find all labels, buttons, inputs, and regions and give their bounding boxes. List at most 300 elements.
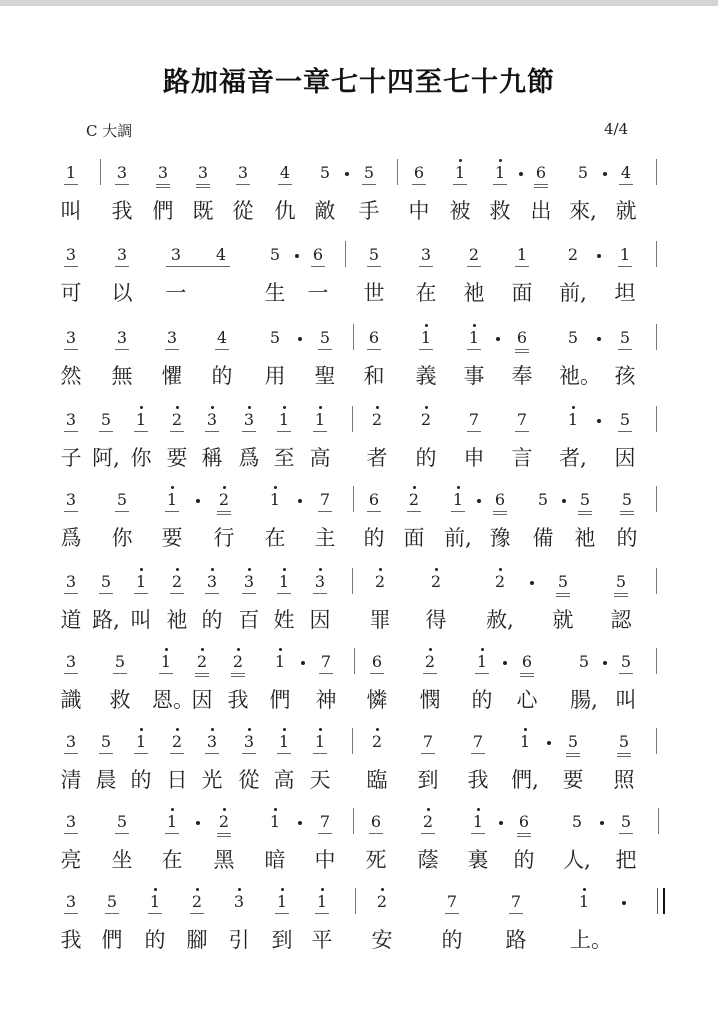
note [265,328,285,348]
note [265,812,285,832]
barline [656,241,657,267]
note [575,490,595,510]
barline [658,808,659,834]
note-digit: 2 [371,732,383,751]
augmentation-dot [295,254,299,258]
lyric-char: 稱 [201,446,223,470]
note-digit: 6 [368,490,380,509]
underline-sixteenth [217,514,231,515]
note-digit: 5 [537,490,549,509]
augmentation-dot [547,741,551,745]
note [167,732,187,752]
lyric-char: 孩 [614,364,636,388]
lyrics-row [0,684,718,718]
underline-eighth [64,913,78,914]
barline [656,324,657,350]
underline-eighth [236,184,250,185]
note-digit: 7 [319,490,331,509]
underline-eighth [517,833,531,834]
note [616,652,636,672]
lyric-char: 生 [264,281,286,305]
note-digit: 3 [65,652,77,671]
note-digit: 5 [319,163,331,182]
lyric-char: 引 [228,928,250,952]
underline-eighth [113,673,127,674]
augmentation-dot [603,172,607,176]
underline-eighth [115,511,129,512]
high-octave-dot [201,648,204,651]
note [614,732,634,752]
lyric-char: 言 [511,446,533,470]
lyric-char: 就 [615,199,637,223]
note-digit: 4 [620,163,632,182]
note [96,410,116,430]
note-digit: 5 [269,328,281,347]
lyric-char: 心 [516,688,538,712]
note-digit: 3 [65,328,77,347]
note-digit: 5 [620,812,632,831]
lyric-char: 可 [60,281,82,305]
underline-eighth [421,753,435,754]
note-digit: 2 [371,410,383,429]
note [145,892,165,912]
underline-eighth [451,511,465,512]
lyric-char: 在 [264,526,286,550]
high-octave-dot [274,808,277,811]
note [567,812,587,832]
lyric-char: 者, [559,446,587,470]
lyric-char: 日 [166,768,188,792]
notation-row [0,644,718,678]
note [112,812,132,832]
lyric-char: 叫 [615,688,637,712]
underline-eighth [134,431,148,432]
high-octave-dot [211,406,214,409]
lyric-char: 被 [449,199,471,223]
note-digit: 1 [316,892,328,911]
high-octave-dot [283,406,286,409]
underline-eighth [115,833,129,834]
lyric-char: 認 [610,608,632,632]
note-digit: 5 [269,245,281,264]
note [265,245,285,265]
high-octave-dot [425,406,428,409]
note [112,163,132,183]
underline-eighth [556,593,570,594]
lyrics-row [0,277,718,311]
underline-eighth [115,266,129,267]
note-digit: 2 [567,245,579,264]
lyric-char: 爲 [238,446,260,470]
note-digit: 1 [274,652,286,671]
note-digit: 6 [494,490,506,509]
note [574,652,594,672]
high-octave-dot [223,486,226,489]
barline [353,324,354,350]
lyric-char: 在 [415,281,437,305]
lyric-char: 要 [562,768,584,792]
high-octave-dot [281,888,284,891]
augmentation-dot [562,499,566,503]
notation-row [0,482,718,516]
note-digit: 5 [116,812,128,831]
note [202,732,222,752]
underline-eighth [362,184,376,185]
augmentation-dot [298,337,302,341]
score-system [0,402,718,484]
lyric-char: 因 [191,688,213,712]
note [442,892,462,912]
lyric-char: 把 [615,848,637,872]
final-barline [663,888,665,914]
high-octave-dot [435,568,438,571]
augmentation-dot [622,901,626,905]
lyric-char: 祂 [574,526,596,550]
note-digit: 3 [206,572,218,591]
note [187,892,207,912]
high-octave-dot [140,728,143,731]
lyric-char: 高 [273,768,295,792]
underline-eighth [515,431,529,432]
underline-eighth [277,593,291,594]
note [310,572,330,592]
underline-eighth [475,673,489,674]
high-octave-dot [499,159,502,162]
note [315,163,335,183]
lyrics-row [0,522,718,556]
note [563,245,583,265]
high-octave-dot [274,486,277,489]
note [611,572,631,592]
note [239,732,259,752]
lyric-char: 得 [425,608,447,632]
note-digit: 3 [116,328,128,347]
underline-eighth [217,833,231,834]
note [61,572,81,592]
note [450,163,470,183]
note [131,410,151,430]
note-digit: 2 [374,572,386,591]
lyric-char: 到 [271,928,293,952]
high-octave-dot [211,728,214,731]
lyric-char: 的 [513,848,535,872]
note-digit: 7 [516,410,528,429]
note [464,410,484,430]
lyric-char: 你 [130,446,152,470]
underline-eighth [617,753,631,754]
note-digit: 1 [314,732,326,751]
note-digit: 1 [567,410,579,429]
underline-eighth [105,913,119,914]
augmentation-dot [345,172,349,176]
lyric-char: 面 [403,526,425,550]
high-octave-dot [248,406,251,409]
note [616,812,636,832]
lyric-char: 手 [358,199,380,223]
barline [352,568,353,594]
lyric-char: 祂 [463,281,485,305]
underline-eighth [134,753,148,754]
note [131,572,151,592]
high-octave-dot [279,648,282,651]
note-digit: 1 [278,732,290,751]
underline-eighth [277,431,291,432]
note-digit: 2 [171,572,183,591]
lyric-char: 路 [505,928,527,952]
note [265,490,285,510]
note [366,812,386,832]
high-octave-dot [524,728,527,731]
note [464,245,484,265]
note [490,490,510,510]
note-digit: 2 [232,652,244,671]
lyric-char: 備 [532,526,554,550]
lyric-char: 前, [559,281,587,305]
note [615,328,635,348]
lyric-char: 晨 [95,768,117,792]
note [531,163,551,183]
lyric-char: 暗 [264,848,286,872]
underline-eighth [170,431,184,432]
note-digit: 5 [571,812,583,831]
note [416,245,436,265]
note [367,410,387,430]
lyric-char: 我 [111,199,133,223]
note-digit: 1 [472,812,484,831]
lyric-char: 一 [165,281,187,305]
note-digit: 5 [615,572,627,591]
note-digit: 5 [100,572,112,591]
barline [345,241,346,267]
underline-eighth [159,673,173,674]
high-octave-dot [459,159,462,162]
augmentation-dot [597,254,601,258]
underline-eighth [618,431,632,432]
high-octave-dot [171,808,174,811]
underline-eighth [242,431,256,432]
lyric-char: 的 [144,928,166,952]
underline-eighth [215,349,229,350]
underline-eighth [467,349,481,350]
lyric-char: 安 [371,928,393,952]
lyric-char: 憐 [366,688,388,712]
lyric-char: 的 [441,928,463,952]
note-digit: 5 [114,652,126,671]
note [472,652,492,672]
high-octave-dot [425,324,428,327]
underline-eighth [367,266,381,267]
score-system [0,237,718,319]
high-octave-dot [319,728,322,731]
note [96,572,116,592]
note [274,732,294,752]
lyric-char: 子 [60,446,82,470]
note-digit: 1 [135,410,147,429]
underline-eighth [99,431,113,432]
underline-sixteenth [620,514,634,515]
underline-eighth [515,266,529,267]
underline-sixteenth [614,596,628,597]
high-octave-dot [381,888,384,891]
lyric-char: 我 [467,768,489,792]
note-digit: 6 [535,163,547,182]
lyric-char: 們 [269,688,291,712]
note-digit: 5 [557,572,569,591]
note-digit: 1 [476,652,488,671]
barline [656,728,657,754]
lyric-char: 阿, [92,446,120,470]
underline-sixteenth [217,836,231,837]
augmentation-dot [503,661,507,665]
underline-sixteenth [520,676,534,677]
note-digit: 3 [197,163,209,182]
note-digit: 1 [166,812,178,831]
underline-eighth [370,673,384,674]
note [512,328,532,348]
lyric-char: 照 [613,768,635,792]
note-digit: 5 [368,245,380,264]
note [517,652,537,672]
high-octave-dot [427,808,430,811]
augmentation-dot [530,581,534,585]
lyric-char: 因 [309,608,331,632]
note-digit: 3 [243,572,255,591]
note [166,245,186,265]
lyrics-row [0,360,718,394]
barline [353,808,354,834]
note [416,328,436,348]
underline-eighth [614,593,628,594]
underline-eighth [313,593,327,594]
barline [352,728,353,754]
note [153,163,173,183]
note [202,410,222,430]
note [308,245,328,265]
note-digit: 6 [312,245,324,264]
note [506,892,526,912]
high-octave-dot [319,568,322,571]
note-digit: 3 [233,892,245,911]
lyric-char: 一 [307,281,329,305]
lyric-char: 腳 [186,928,208,952]
note [426,572,446,592]
lyric-char: 我 [60,928,82,952]
note-digit: 1 [578,892,590,911]
lyric-char: 者 [366,446,388,470]
note-digit: 3 [206,410,218,429]
high-octave-dot [473,324,476,327]
underline-sixteenth [578,514,592,515]
lyric-char: 在 [161,848,183,872]
high-octave-dot [379,568,382,571]
lyric-char: 申 [463,446,485,470]
underline-eighth [453,184,467,185]
augmentation-dot [603,661,607,665]
note-digit: 1 [519,732,531,751]
note-digit: 1 [135,572,147,591]
note [61,732,81,752]
note [214,812,234,832]
note [563,732,583,752]
lyric-char: 敵 [314,199,336,223]
augmentation-dot [298,821,302,825]
high-octave-dot [321,888,324,891]
note [61,410,81,430]
lyric-char: 仇 [274,199,296,223]
augmentation-dot [301,661,305,665]
high-octave-dot [176,568,179,571]
lyric-char: 的 [130,768,152,792]
note-digit: 5 [621,490,633,509]
note [61,652,81,672]
notation-row [0,804,718,838]
note [61,892,81,912]
underline-eighth [156,184,170,185]
underline-eighth [369,833,383,834]
note [315,328,335,348]
note [131,732,151,752]
lyric-char: 面 [511,281,533,305]
underline-eighth [311,266,325,267]
lyric-char: 至 [273,446,295,470]
lyric-char: 神 [315,688,337,712]
lyrics-row [0,442,718,476]
note-digit: 3 [170,245,182,264]
lyric-char: 祂 [166,608,188,632]
lyric-char: 從 [232,199,254,223]
note-digit: 6 [521,652,533,671]
note [274,410,294,430]
lyric-char: 世 [363,281,385,305]
lyric-char: 和 [363,364,385,388]
note [468,812,488,832]
note [312,892,332,912]
high-octave-dot [176,728,179,731]
note-digit: 5 [363,163,375,182]
note [615,410,635,430]
lyric-char: 蔭 [417,848,439,872]
note-digit: 1 [468,328,480,347]
note [367,732,387,752]
note [228,652,248,672]
underline-eighth [242,753,256,754]
high-octave-dot [457,486,460,489]
note-digit: 6 [516,328,528,347]
note-digit: 5 [620,652,632,671]
high-octave-dot [283,568,286,571]
augmentation-dot [298,499,302,503]
high-octave-dot [248,568,251,571]
note-digit: 3 [237,163,249,182]
note-digit: 3 [116,163,128,182]
underline-eighth [423,673,437,674]
lyric-char: 路, [92,608,120,632]
note-digit: 4 [216,328,228,347]
lyric-char: 用 [264,364,286,388]
underline-eighth [407,511,421,512]
note-digit: 1 [269,812,281,831]
lyric-char: 人, [563,848,591,872]
note-digit: 2 [171,410,183,429]
score-system [0,482,718,564]
underline-sixteenth [617,756,631,757]
augmentation-dot [196,821,200,825]
barline [354,648,355,674]
lyric-char: 恩。 [152,688,194,712]
lyric-char: 黑 [213,848,235,872]
lyric-char: 行 [213,526,235,550]
lyric-char: 臨 [366,768,388,792]
